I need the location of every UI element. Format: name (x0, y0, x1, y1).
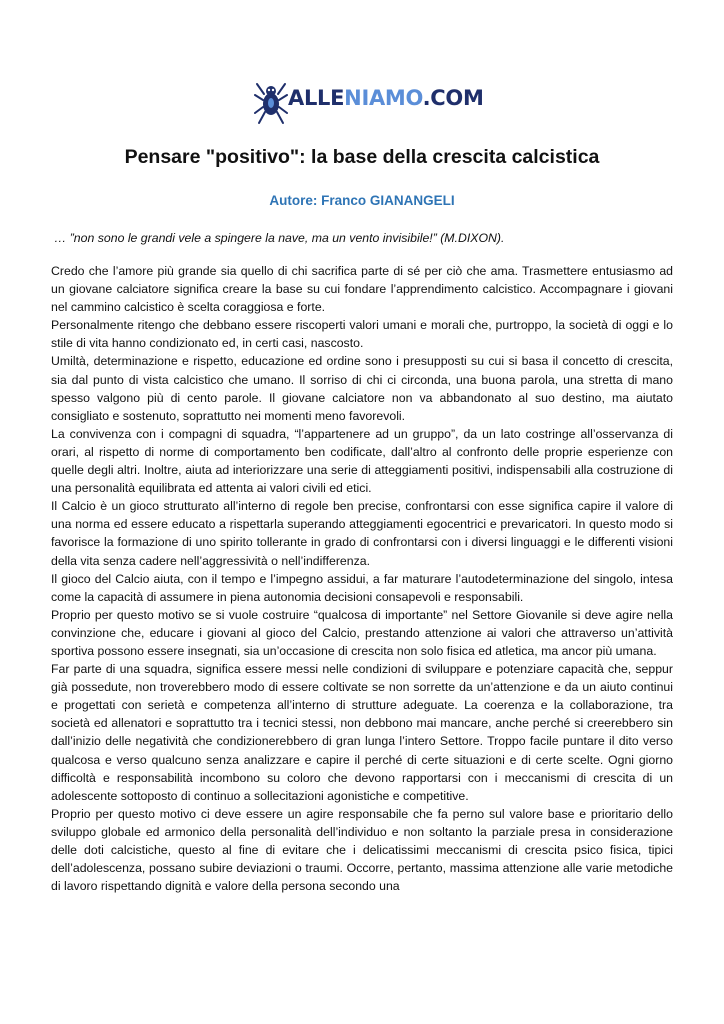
epigraph-quote: … ”non sono le grandi vele a spingere la nave, ma un vento invisibile!” (M.DIXON). (54, 231, 505, 245)
paragraph: Umiltà, determinazione e rispetto, educazione ed ordine sono i presupposti su cui si basa il concetto di crescita, sia dal punto di vista calcistico che umano. Il sorriso di chi ci circonda, una buona parola, una stretta di mano spesso valgono più di cento parole. Il giovane calciatore non va abbandonato al suo destino, ma aiutato consigliato e sostenuto, soprattutto nei momenti meno favorevoli. (51, 354, 673, 423)
paragraph: Personalmente ritengo che debbano essere riscoperti valori umani e morali che, purtroppo, la società di oggi e lo stile di vita hanno condizionato ed, in certi casi, nascosto. (51, 318, 673, 351)
paragraph: Credo che l’amore più grande sia quello di chi sacrifica parte di sé per ciò che ama. Trasmettere entusiasmo ad un giovane calciatore significa creare la base su cui fondare l’apprendimento calcistico. Accompagnare i giovani nel cammino calcistico è scelta coraggiosa e forte. (51, 264, 673, 315)
logo-text (288, 86, 484, 110)
paragraph: La convivenza con i compagni di squadra, “l’appartenere ad un gruppo”, da un lato costringe all’osservanza di orari, al rispetto di norme di comportamento ben codificate, dall’altro al confronto delle proprie esperienze con quelle degli altri. Inoltre, aiuta ad interiorizzare una serie di atteggiamenti positivi, indispensabili alla costruzione di una personalità equilibrata ed attenta ai valori civili ed etici. (51, 426, 673, 496)
paragraph: Proprio per questo motivo se si vuole costruire “qualcosa di importante” nel Settore Giovanile si deve agire nella convinzione che, educare i giovani al gioco del Calcio, prestando attenzione ai valori che attraverso un’attività sportiva possono essere insegnati, sia un’occasione di crescita non solo fisica ed atletica, ma ancor più umana. (51, 607, 673, 658)
logo-part-niamo: NIAMO (344, 86, 423, 110)
paragraph: Proprio per questo motivo ci deve essere un agire responsabile che fa perno sul valore base e prioritario dello sviluppo globale ed armonico della personalità dell’individuo e non soltanto la parziale presa in considerazione delle doti calcistiche, questo al fine di evitare che i delicatissimi meccanismi di crescita psico fisica, tipici dell’adolescenza, possano subire deviazioni o traumi. Occorre, pertanto, massima attenzione alle varie metodiche di lavoro rispettando dignità e valore della persona secondo una (51, 806, 673, 894)
logo-part-alle: ALLE (288, 86, 345, 110)
paragraph: Il Calcio è un gioco strutturato all’interno di regole ben precise, confrontarsi con esse significa capire il valore di una norma ed essere educato a rispettarla superando atteggiamenti egocentrici e prevaricatori. In questo modo si favorisce la formazione di uno spirito tollerante in grado di confrontarsi con i diversi linguaggi e le differenti visioni della vita senza cadere nell’aggressività o nell’indifferenza. (51, 499, 673, 568)
paragraph: Far parte di una squadra, significa essere messi nelle condizioni di sviluppare e potenziare capacità che, seppur già possedute, non troverebbero modo di essere coltivate se non sorrette da un’attenzione e da un aiuto continui e progettati con serietà e competenza all’interno di strutture adeguate. La coerenza e la collaborazione, tra società ed allenatori e soprattutto tra i tecnici stessi, non debbono mai mancare, anche perché si creerebbero sin dall’inizio delle negatività che condizionerebbero di gran lunga l’intero Settore. Troppo facile puntare il dito verso qualcosa e verso qualcuno senza analizzare e capire il perché di certe situazioni e di certe scelte. Ogni giorno difficoltà e responsabilità incombono su coloro che devono rapportarsi con i meccanismi di crescita di un adolescente sottoposto di continuo a sollecitazioni agonistiche e competitive. (51, 662, 673, 803)
page-title: Pensare "positivo": la base della crescita calcistica (124, 146, 600, 168)
spider-icon (254, 80, 288, 126)
author-line: Autore: Franco GIANANGELI (269, 193, 455, 208)
logo-part-com: .COM (422, 86, 484, 110)
site-logo[interactable] (254, 80, 484, 126)
article-body (51, 262, 673, 895)
paragraph: Il gioco del Calcio aiuta, con il tempo e l’impegno assidui, a far maturare l’autodeterminazione del singolo, intesa come la capacità di assumere in piena autonomia decisioni consapevoli e responsabili. (51, 571, 673, 604)
